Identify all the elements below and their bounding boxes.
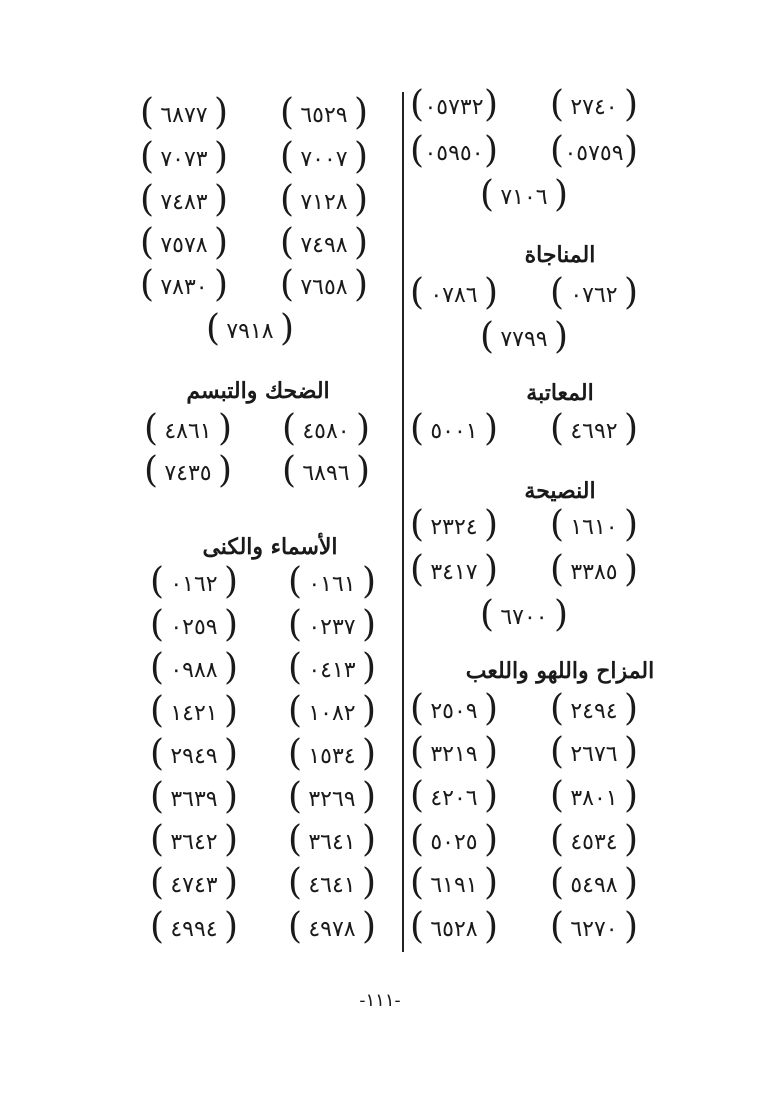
reference-number: ( ٧٩١٨ )	[206, 312, 294, 352]
number-pair	[90, 565, 390, 609]
number-pair	[410, 508, 710, 552]
number-pair	[410, 866, 710, 910]
reference-number: ( ٤٢٠٦ )	[410, 779, 498, 819]
reference-number: ( ٠١٦٢ )	[150, 565, 238, 605]
section-title: الأسماء والكنى	[202, 534, 338, 560]
number-pair	[410, 910, 710, 954]
reference-number: ( ٠٢٣٧ )	[288, 608, 376, 648]
number-pair	[90, 268, 390, 312]
number-pair	[90, 866, 390, 910]
reference-number: ( ٧٦٥٨ )	[280, 268, 368, 308]
number-pair	[410, 412, 710, 456]
number-pair	[90, 737, 390, 781]
reference-number: ( ٤٩٩٤ )	[150, 910, 238, 950]
reference-number: ( ٠٧٨٦ )	[410, 276, 498, 316]
reference-number: ( ٤٧٤٣ )	[150, 866, 238, 906]
reference-number: ( ١٠٨٢ )	[288, 694, 376, 734]
number-pair	[410, 823, 710, 867]
number-pair	[410, 134, 710, 178]
section-title: المناجاة	[524, 242, 596, 268]
reference-number: ( ٣٤١٧ )	[410, 553, 498, 593]
number-pair	[90, 140, 390, 184]
reference-number: ( ٤٩٧٨ )	[288, 910, 376, 950]
reference-number: ( ٧٨٣٠ )	[140, 268, 228, 308]
number-pair	[410, 88, 710, 132]
reference-number: ( ٦٥٢٨ )	[410, 910, 498, 950]
reference-number: ( ٧٠٧٣ )	[140, 140, 228, 180]
column-divider	[402, 92, 404, 952]
page-number: -١١١-	[359, 990, 401, 1011]
reference-number: ( ٦٧٠٠ )	[480, 598, 568, 638]
reference-number: ( ٧٤٨٣ )	[140, 183, 228, 223]
reference-number: ( ٦٨٧٧ )	[140, 96, 228, 136]
reference-number: ( ٦٥٢٩ )	[280, 96, 368, 136]
number-pair	[90, 780, 390, 824]
reference-number: ( ٢٧٤٠ )	[550, 88, 638, 128]
reference-number: ( ٧٧٩٩ )	[480, 320, 568, 360]
reference-number: ( ٥٤٩٨ )	[550, 866, 638, 906]
number-pair	[410, 553, 710, 597]
reference-number: ( ٣٦٣٩ )	[150, 780, 238, 820]
number-pair	[90, 412, 390, 456]
number-pair	[90, 608, 390, 652]
reference-number: ( ١٦١٠ )	[550, 508, 638, 548]
reference-number: ( ٤٦٤١ )	[288, 866, 376, 906]
reference-number: ( ٤٥٨٠ )	[282, 412, 370, 452]
number-pair	[410, 276, 710, 320]
reference-number: ( ٣٢١٩ )	[410, 735, 498, 775]
reference-number: ( ٢٤٩٤ )	[550, 692, 638, 732]
reference-number: ( ٧٥٧٨ )	[140, 226, 228, 266]
number-pair	[90, 694, 390, 738]
reference-number: ( ٧٤٣٥ )	[144, 454, 232, 494]
reference-number: ( ٠٢٥٩ )	[150, 608, 238, 648]
reference-number: ( ٤٨٦١ )	[144, 412, 232, 452]
reference-number: ( ٢٦٧٦ )	[550, 735, 638, 775]
reference-number: ( ٠٩٨٨ )	[150, 651, 238, 691]
reference-number: ( ١٤٢١ )	[150, 694, 238, 734]
section-title: المزاح واللهو واللعب	[465, 658, 655, 684]
reference-number: ( ٢٩٤٩ )	[150, 737, 238, 777]
number-single-row	[410, 320, 710, 364]
reference-number: ( ٢٥٠٩ )	[410, 692, 498, 732]
reference-number: ( ٦١٩١ )	[410, 866, 498, 906]
number-pair	[90, 823, 390, 867]
reference-number: ( ٧٤٩٨ )	[280, 226, 368, 266]
reference-number: ( ٠٥٧٣٢ )	[410, 88, 498, 128]
section-title: الضحك والتبسم	[186, 378, 330, 404]
reference-number: ( ٣٨٠١ )	[550, 779, 638, 819]
reference-number: ( ٣٦٤١ )	[288, 823, 376, 863]
reference-number: ( ٠٤١٣ )	[288, 651, 376, 691]
reference-number: ( ٢٣٢٤ )	[410, 508, 498, 548]
number-pair	[410, 692, 710, 736]
reference-number: ( ٠٥٧٥٩ )	[550, 134, 638, 174]
number-pair	[410, 779, 710, 823]
number-single-row	[90, 312, 390, 356]
reference-number: ( ٣٣٨٥ )	[550, 553, 638, 593]
number-pair	[410, 735, 710, 779]
reference-number: ( ٥٠٠١ )	[410, 412, 498, 452]
section-title: النصيحة	[524, 478, 596, 504]
reference-number: ( ٣٦٤٢ )	[150, 823, 238, 863]
reference-number: ( ٧١٠٦ )	[480, 178, 568, 218]
reference-number: ( ٠٧٦٢ )	[550, 276, 638, 316]
number-pair	[90, 454, 390, 498]
reference-number: ( ٠١٦١ )	[288, 565, 376, 605]
number-pair	[90, 96, 390, 140]
number-pair	[90, 910, 390, 954]
reference-number: ( ٦٢٧٠ )	[550, 910, 638, 950]
reference-number: ( ٠٥٩٥٠ )	[410, 134, 498, 174]
reference-number: ( ٦٨٩٦ )	[282, 454, 370, 494]
reference-number: ( ٧٠٠٧ )	[280, 140, 368, 180]
reference-number: ( ٣٢٦٩ )	[288, 780, 376, 820]
number-single-row	[410, 598, 710, 642]
section-title: المعاتبة	[526, 380, 594, 406]
reference-number: ( ٥٠٢٥ )	[410, 823, 498, 863]
reference-number: ( ١٥٣٤ )	[288, 737, 376, 777]
number-single-row	[410, 178, 710, 222]
number-pair	[90, 183, 390, 227]
reference-number: ( ٧١٢٨ )	[280, 183, 368, 223]
number-pair	[90, 651, 390, 695]
number-pair	[90, 226, 390, 270]
reference-number: ( ٤٦٩٢ )	[550, 412, 638, 452]
reference-number: ( ٤٥٣٤ )	[550, 823, 638, 863]
